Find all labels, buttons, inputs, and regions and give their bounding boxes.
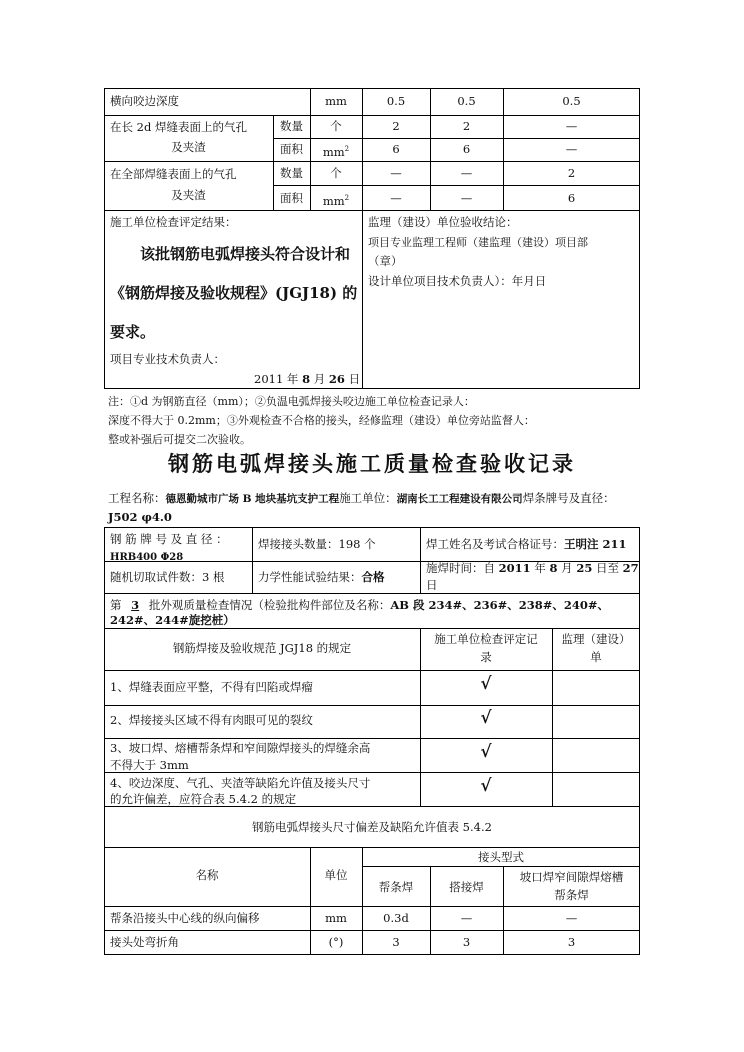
dev-header-joint-type: 接头型式	[478, 850, 524, 864]
project-info-line: 工程名称：德恩勤城市广场 B 地块基坑支护工程施工单位：湖南长工工程建设有限公司焊条牌号及直径：	[108, 491, 615, 505]
dev-header-groove-weld: 坡口焊窄间隙焊熔槽	[519, 870, 624, 884]
cell-value: —	[390, 191, 402, 205]
spec-item-1: 1、焊缝表面应平整，不得有凹陷或焊瘤	[110, 680, 313, 694]
check-mark-icon: √	[480, 708, 492, 728]
spec-header-construction: 施工单位检查评定记	[434, 632, 538, 646]
note-line3: 整或补强后可提交二次验收。	[108, 433, 251, 446]
dev-row-unit: (°)	[328, 935, 344, 949]
cell-value: 0.5	[562, 94, 581, 108]
dev-row-value: 3	[567, 935, 576, 949]
sub-label-count: 数量	[280, 119, 303, 133]
note-line1: 注：①d 为钢筋直径（mm）；②负温电弧焊接头咬边施工单位检查记录人：	[108, 395, 475, 408]
batch-line1: 第 3 批外观质量检查情况（检验批构件部位及名称：AB 段 234#、236#、238#、240#、	[110, 598, 610, 612]
spec-header-supervision-cont: 单	[590, 650, 602, 664]
dev-header-unit: 单位	[324, 868, 348, 882]
welding-time: 施焊时间：自 2011 年 8 月 25 日至 27	[426, 561, 639, 575]
construction-conclusion-line3: 要求。	[110, 323, 156, 341]
row-label-pores-2d: 在长 2d 焊缝表面上的气孔	[110, 120, 247, 134]
row-unit: 个	[330, 166, 342, 180]
supervision-line1: 项目专业监理工程师（建监理（建设）项目部	[368, 236, 588, 249]
cell-value: —	[460, 166, 473, 180]
row-unit: mm	[325, 94, 347, 108]
spec-item-3-cont: 不得大于 3mm	[110, 758, 189, 772]
check-mark-icon: √	[480, 776, 492, 796]
spec-item-3: 3、坡口焊、熔槽帮条焊和窄间隙焊接头的焊缝余高	[110, 741, 371, 755]
spec-item-4: 4、咬边深度、气孔、夹渣等缺陷允许值及接头尺寸	[110, 776, 371, 790]
spec-header-construction-cont: 录	[480, 650, 492, 664]
row-unit: 个	[330, 119, 342, 133]
construction-result-heading: 施工单位检查评定结果：	[110, 215, 237, 229]
cell-value: 2	[462, 119, 471, 133]
supervision-line2: （章）	[368, 254, 403, 268]
row-label-pores-2d-cont: 及夹渣	[171, 140, 206, 154]
dev-row-value: —	[565, 911, 578, 925]
cell-value: 6	[392, 142, 400, 156]
supervision-line3: 设计单位项目技术负责人）：年月日	[368, 274, 547, 288]
cell-value: 6	[462, 142, 471, 156]
dev-header-strap-weld: 帮条焊	[378, 880, 414, 894]
cell-value: 2	[567, 166, 576, 180]
dev-row-value: 0.3d	[383, 911, 409, 925]
cell-value: —	[565, 119, 578, 133]
sub-label-area: 面积	[280, 191, 303, 205]
sub-label-area: 面积	[280, 142, 303, 156]
row-label-pores-all: 在全部焊缝表面上的气孔	[110, 167, 237, 181]
check-mark-icon: √	[480, 742, 492, 762]
welding-rod-value: J502 φ4.0	[108, 510, 172, 524]
row-unit-mm2: $mm^2$	[322, 144, 350, 159]
construction-conclusion-line1: 该批钢筋电弧焊接头符合设计和	[140, 245, 351, 263]
project-tech-lead-label: 项目专业技术负责人：	[110, 352, 225, 366]
check-mark-icon: √	[480, 674, 492, 694]
row-label-pores-all-cont: 及夹渣	[171, 188, 206, 202]
dev-row-value: 3	[392, 935, 400, 949]
dev-row-name: 帮条沿接头中心线的纵向偏移	[110, 911, 260, 925]
dev-row-name: 接头处弯折角	[110, 935, 179, 949]
supervision-heading: 监理（建设）单位验收结论：	[368, 215, 518, 229]
page-title: 钢筋电弧焊接头施工质量检查验收记录	[168, 451, 576, 476]
construction-conclusion-line2: 《钢筋焊接及验收规程》(JGJ18) 的	[110, 284, 358, 302]
spec-header-rule: 钢筋焊接及验收规范 JGJ18 的规定	[172, 641, 352, 655]
row-label-undercut-depth: 横向咬边深度	[110, 94, 179, 108]
cell-value: 0.5	[457, 94, 476, 108]
dev-header-groove-weld-cont: 帮条焊	[554, 888, 589, 902]
rebar-grade-value: HRB400 Φ28	[110, 552, 184, 560]
mechanical-test-result: 力学性能试验结果：合格	[258, 570, 385, 584]
sample-count: 随机切取试件数：3 根	[110, 570, 225, 584]
note-line2: 深度不得大于 0.2mm；③外观检查不合格的接头，经修监理（建设）单位旁站监督人：	[108, 414, 535, 427]
construction-date: 2011 年 8 月 26 日	[254, 372, 361, 386]
sub-label-count: 数量	[280, 166, 303, 180]
spec-item-2: 2、焊接接头区域不得有肉眼可见的裂纹	[110, 713, 313, 727]
spec-item-4-cont: 的允许偏差，应符合表 5.4.2 的规定	[110, 792, 297, 806]
rebar-grade-label: 钢 筋 牌 号 及 直 径 ：	[110, 532, 228, 546]
dev-header-lap-weld: 搭接焊	[449, 880, 484, 894]
welder-info: 焊工姓名及考试合格证号：王明注 211	[426, 537, 627, 551]
welding-time-day: 日	[426, 578, 438, 592]
cell-value: 6	[567, 191, 576, 205]
cell-value: 2	[392, 119, 400, 133]
dev-header-name: 名称	[195, 868, 219, 882]
dev-row-unit: mm	[325, 911, 347, 925]
cell-value: —	[565, 142, 578, 156]
cell-value: —	[460, 191, 473, 205]
batch-line2: 242#、244#旋挖桩）	[110, 613, 235, 627]
cell-value: —	[390, 166, 402, 180]
spec-header-supervision: 监理（建设）	[561, 632, 631, 646]
row-unit-mm2: $mm^2$	[322, 193, 350, 208]
joint-count: 焊接接头数量：198 个	[258, 537, 376, 551]
dev-row-value: 3	[462, 935, 471, 949]
dev-row-value: —	[460, 911, 473, 925]
deviation-table-caption: 钢筋电弧焊接头尺寸偏差及缺陷允许值表 5.4.2	[252, 820, 492, 834]
cell-value: 0.5	[386, 94, 406, 108]
